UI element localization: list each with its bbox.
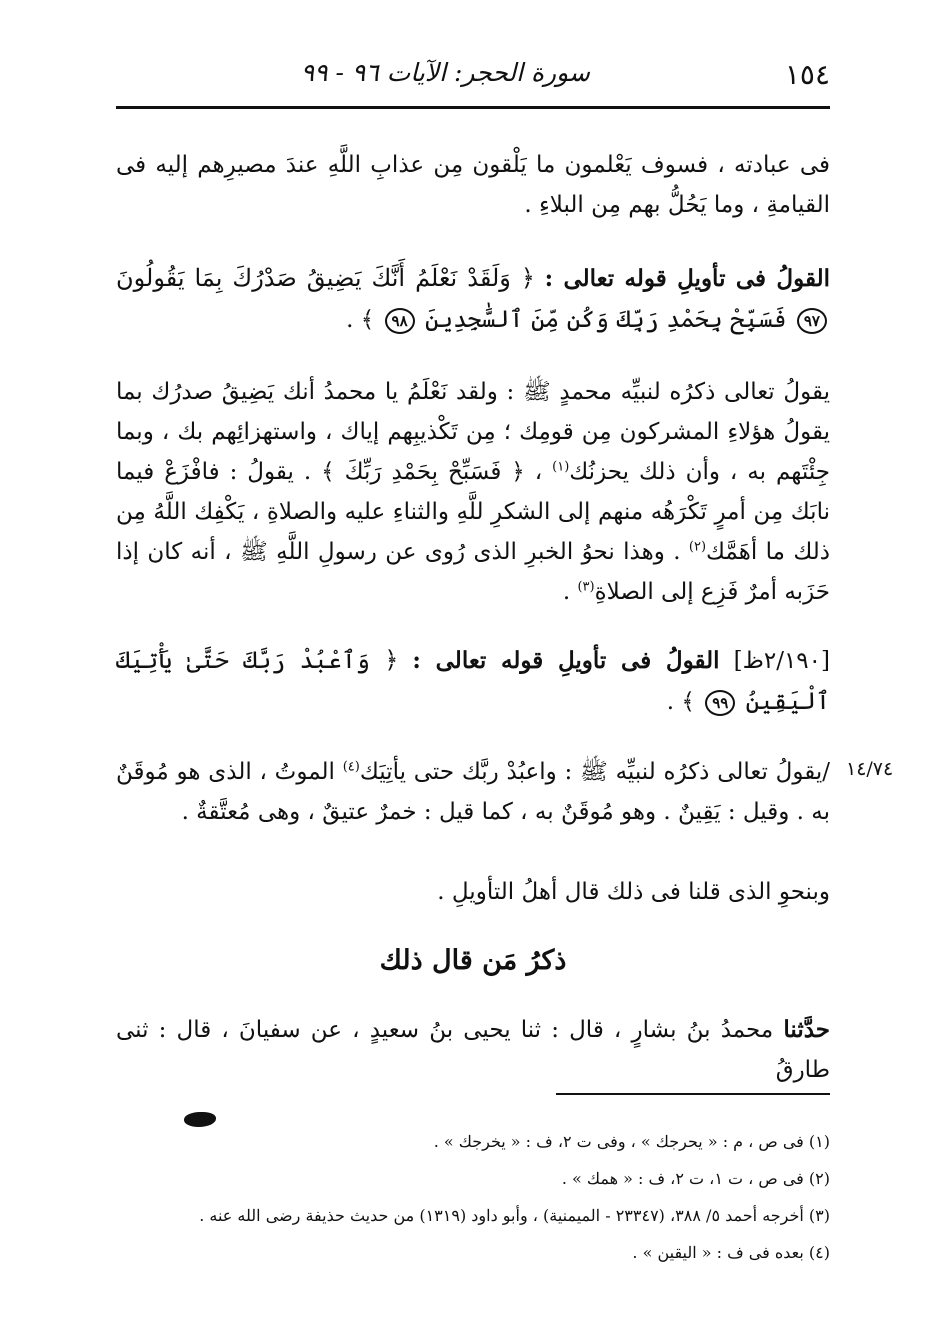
ayah-number-marker: ٩٧ bbox=[797, 308, 827, 334]
footnote: (٣) أخرجه أحمد ٥/ ٣٨٨، (٢٣٣٤٧ - الميمنية) ، وأبو داود (١٣١٩) من حديث حذيفة رضى الله عنه . bbox=[199, 1206, 830, 1225]
footnote: (٤) بعده فى ف : « اليقين » . bbox=[632, 1243, 830, 1262]
verse-paragraph bbox=[116, 640, 830, 722]
commentary-lead: القولُ فى تأويلِ قوله تعالى : bbox=[412, 647, 720, 674]
paragraph-5 bbox=[116, 752, 830, 832]
text-segment: ، ﴿ فَسَبِّحْ بِحَمْدِ رَبِّكَ ﴾ . يقولُ : فافْزَعْ فيما نابَك مِن أمرٍ تَكْرَهُه منهم إلى الشكرِ للَّهِ والثناءِ عليه والصلاةِ ، يَكْفِك اللَّهُ مِن ذلك ما أهَمَّك bbox=[116, 459, 830, 565]
page-header bbox=[116, 52, 830, 100]
text-segment: محمدُ بنُ بشارٍ ، قال : ثنا يحيى بنُ سعيدٍ ، عن سفيانَ ، قال : ثنى طارقُ bbox=[116, 1017, 830, 1083]
text-segment: الموتُ ، الذى هو مُوقَنٌ به . وقيل : يَقِينٌ . وهو مُوقَنٌ به ، كما قيل : خمرٌ عتيقٌ ، وهى مُعتَّقةٌ . bbox=[116, 759, 830, 825]
ayah-number-marker: ٩٩ bbox=[705, 690, 735, 716]
commentary-lead: القولُ فى تأويلِ قوله تعالى : bbox=[544, 265, 831, 292]
margin-note: ١٤/٧٤ bbox=[846, 758, 894, 780]
ayah-number-marker: ٩٨ bbox=[385, 308, 415, 334]
paragraph-4 bbox=[116, 640, 830, 722]
paragraph-text bbox=[116, 752, 830, 832]
footnote-ref: (٤) bbox=[342, 759, 360, 775]
text-segment: /يقولُ تعالى ذكرُه لنبيِّه ﷺ : واعبُدْ ربَّك حتى يأتِيَك bbox=[359, 759, 831, 785]
footnote: (٢) فى ص ، ت ١، ت ٢، ف : « همك » . bbox=[561, 1169, 830, 1188]
quran-verse: ﴿ وَٱعْبُدْ رَبَّكَ حَتَّىٰ يَأْتِيَكَ ٱلْيَقِينُ bbox=[116, 646, 830, 715]
verse-close: ﴾ . bbox=[666, 689, 695, 715]
paragraph-text: فى عبادته ، فسوف يَعْلمون ما يَلْقون مِن عذابِ اللَّهِ عندَ مصيرِهم إليه فى القيامةِ ، وما يَحُلُّ بهم مِن البلاءِ . bbox=[116, 152, 830, 218]
quran-verse: ﴿ وَلَقَدْ نَعْلَمُ أَنَّكَ يَضِيقُ صَدْرُكَ بِمَا يَقُولُونَ bbox=[116, 264, 535, 292]
paragraph-3 bbox=[116, 372, 830, 612]
footnote: (١) فى ص ، م : « يحرجك » ، وفى ت ٢، ف : « يخرجك » . bbox=[433, 1132, 830, 1151]
isnad-lead: حدَّثنا bbox=[783, 1016, 831, 1043]
quran-verse: فَسَبِّحْ بِحَمْدِ رَبِّكَ وَكُن مِّنَ ٱلسَّٰجِدِينَ bbox=[424, 305, 787, 333]
paragraph-1 bbox=[116, 145, 830, 225]
manuscript-reference: [٢/١٩٠ظ] bbox=[733, 648, 830, 674]
text-segment: . bbox=[562, 579, 571, 605]
text-segment: . وهذا نحوُ الخبرِ الذى رُوى عن رسولِ اللَّهِ ﷺ ، أنه كان إذا حَزَبه أمرٌ فَزِع إلى الصلاةِ bbox=[116, 539, 830, 605]
section-heading: ذكرُ مَن قال ذلك bbox=[379, 945, 567, 976]
verse-paragraph bbox=[116, 258, 830, 340]
running-title: سورة الحجر: الآيات ٩٦ - ٩٩ bbox=[300, 58, 590, 87]
paragraph-6 bbox=[116, 872, 830, 912]
verse-close: ﴾ . bbox=[346, 307, 375, 333]
footnotes bbox=[110, 1123, 830, 1271]
page-number: ١٥٤ bbox=[784, 58, 830, 91]
footnote-ref: (٢) bbox=[688, 539, 707, 555]
paragraph-text: وبنحوِ الذى قلنا فى ذلك قال أهلُ التأويلِ . bbox=[437, 879, 830, 905]
isnad-paragraph bbox=[116, 1010, 830, 1090]
footnote-ref: (٣) bbox=[577, 579, 595, 595]
paragraph-text bbox=[116, 372, 830, 612]
footnote-ref: (١) bbox=[552, 459, 570, 475]
paragraph-2 bbox=[116, 258, 830, 340]
text-segment: يقولُ تعالى ذكرُه لنبيِّه محمدٍ ﷺ : ولقد نَعْلَمُ يا محمدُ أنك يَضِيقُ صدرُك بما يقولُ هؤلاءِ المشركون مِن قومِك ؛ مِن تَكْذيبِهم إياك ، واستهزائِهم بك ، وبما جِئْتَهم به ، وأن ذلك يحزنُك bbox=[116, 379, 831, 485]
paragraph-7 bbox=[116, 1010, 830, 1090]
header-rule bbox=[116, 106, 830, 109]
footnote-rule bbox=[556, 1093, 830, 1095]
